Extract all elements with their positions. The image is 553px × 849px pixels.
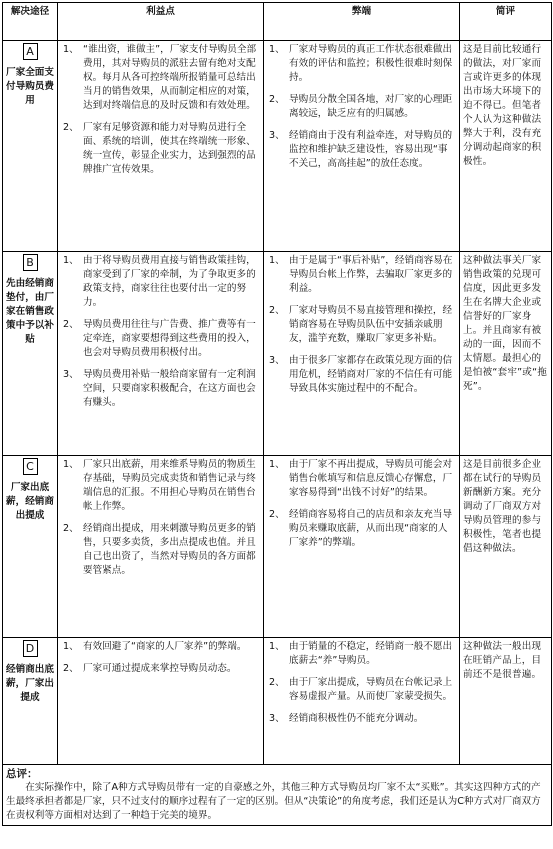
list-item: 2、 导购员分散全国各地，对厂家的心理距离较远，缺乏应有的归属感。	[269, 94, 453, 119]
list-item: 2、 导购员费用往往与广告费、推广费等有一定牵连，商家要想得到这些费用的投入，也会对导购员费用积极付出。	[63, 319, 256, 358]
list-item: 2、 厂家对导购员不易直接管理和操控，经销商容易在导购员队伍中安插亲戚朋友，滥竽充数，赚取厂家更多补贴。	[269, 305, 453, 344]
list-item: 1、 由于是属于“事后补贴”，经销商容易在导购员台帐上作弊，去骗取厂家更多的利益。	[269, 255, 453, 294]
list-item: 1、 厂家只出底薪，用来维系导购员的物质生存基础，导购员完成卖货和销售记录与终端信息的汇报。不用担心导购员在销售台帐上作弊。	[63, 459, 256, 512]
solution-title: 厂家全面支付导购员费用	[6, 67, 54, 106]
list-item: 3、 导购员费用补贴一般给商家留有一定利润空间，只要商家积极配合，在这方面也会有赚头。	[63, 369, 256, 408]
comment-cell: 这种做法事关厂家销售政策的兑现可信度，因此更多发生在名牌大企业或信誉好的厂家身上。并且商家有被动的一面，因而不太情愿。最担心的是怕被“套牢”或“拖死”。	[460, 252, 552, 456]
header-solution: 解决途径	[3, 3, 58, 41]
list-item: 1、 由于销量的不稳定，经销商一般不愿出底薪去“养”导购员。	[269, 641, 453, 666]
list-item: 3、 经销商积极性仍不能充分调动。	[269, 713, 424, 724]
solution-letter: B	[23, 254, 38, 271]
list-item: 1、 由于厂家不再出提成，导购员可能会对销售台帐填写和信息反馈心存懈怠，厂家容易得到“出钱不讨好”的结果。	[269, 459, 453, 498]
list-item: 1、 厂家对导购员的真正工作状态很难做出有效的评估和监控；积极性很难时刻保持。	[269, 44, 453, 83]
solution-cell	[3, 252, 58, 456]
header-comment: 简评	[460, 3, 552, 41]
cons-cell	[264, 456, 460, 638]
list-item: 2、 经销商容易将自己的店员和亲友充当导购员来赚取底薪，从而出现“商家的人厂家养”的弊端。	[269, 509, 453, 548]
pros-cell	[58, 638, 264, 765]
solution-title: 先由经销商垫付，由厂家在销售政策中予以补贴	[6, 278, 54, 345]
summary-row	[3, 765, 552, 826]
header-row	[3, 3, 552, 41]
list-item: 1、 有效回避了“商家的人厂家养”的弊端。	[63, 641, 247, 652]
table-row	[3, 252, 552, 456]
list-item: 3、 由于很多厂家都存在政策兑现方面的信用危机，经销商对厂家的不信任有可能导致具体实施过程中的不配合。	[269, 355, 453, 394]
solution-letter: A	[23, 43, 38, 60]
list-item: 2、 经销商出提成，用来刺激导购员更多的销售，只要多卖货，多出点提成也值。并且自己也出资了，当然对导购员的各方面都要管紧点。	[63, 523, 256, 576]
list-item: 1、 由于将导购员费用直接与销售政策挂钩，商家受到了厂家的牵制，为了争取更多的政策支持，商家往往也要付出一定的努力。	[63, 255, 256, 308]
solution-letter: C	[23, 458, 38, 475]
cons-cell	[264, 252, 460, 456]
cons-cell	[264, 638, 460, 765]
comparison-table	[2, 2, 552, 826]
table-row	[3, 638, 552, 765]
table-row	[3, 456, 552, 638]
header-pros: 利益点	[58, 3, 264, 41]
summary-text: 在实际操作中，除了A种方式导购员带有一定的自豪感之外，其他三种方式导购员均厂家不太“买账”。其实这四种方式的产生最终承担者都是厂家，只不过支付的顺序过程有了一定的区别。但从“决策论”的角度考虑，我们还是认为C种方式对厂商双方在责权利等方面相对达到了一种趋于完美的境界。	[6, 782, 541, 821]
solution-letter: D	[23, 640, 38, 657]
comment-cell: 这是目前比较通行的做法，对厂家而言或许更多的体现出市场大环境下的迫不得已。但笔者个人认为这种做法弊大于利，没有充分调动起商家的积极性。	[460, 41, 552, 252]
comment-cell: 这是目前很多企业都在试行的导购员新酬新方案。充分调动了厂商双方对导购员管理的参与积极性，笔者也提倡这种做法。	[460, 456, 552, 638]
list-item: 2、 厂家有足够资源和能力对导购员进行全面、系统的培训，使其在终端统一形象、统一宣传，彰显企业实力，达到强烈的品牌推广宣传效果。	[63, 122, 256, 175]
solution-cell	[3, 638, 58, 765]
solution-cell	[3, 456, 58, 638]
pros-cell	[58, 252, 264, 456]
comment-cell: 这种做法一般出现在旺销产品上，目前还不是很普遍。	[460, 638, 552, 765]
summary-cell	[3, 765, 552, 826]
pros-cell	[58, 41, 264, 252]
list-item: 3、 经销商由于没有利益牵连，对导购员的监控和维护缺乏建设性，容易出现“事不关己，高高挂起”的放任态度。	[269, 130, 453, 169]
header-cons: 弊端	[264, 3, 460, 41]
summary-heading: 总评：	[6, 768, 38, 780]
table-row	[3, 41, 552, 252]
solution-title: 厂家出底薪，经销商出提成	[6, 482, 54, 521]
cons-cell	[264, 41, 460, 252]
solution-title: 经销商出底薪，厂家出提成	[6, 664, 54, 703]
list-item: 1、 “谁出资，谁做主”，厂家支付导购员全部费用，其对导购员的派驻去留有绝对支配权。每月从各可控终端所报销量可总结出当月的销售效果，从而制定相应的对策，达到对终端信息的及时反馈和有效处理。	[63, 44, 257, 111]
solution-cell	[3, 41, 58, 252]
list-item: 2、 厂家可通过提成来掌控导购员动态。	[63, 663, 237, 674]
list-item: 2、 由于厂家出提成，导购员在台帐记录上容易虚报产量。从而使厂家蒙受损失。	[269, 677, 453, 702]
pros-cell	[58, 456, 264, 638]
